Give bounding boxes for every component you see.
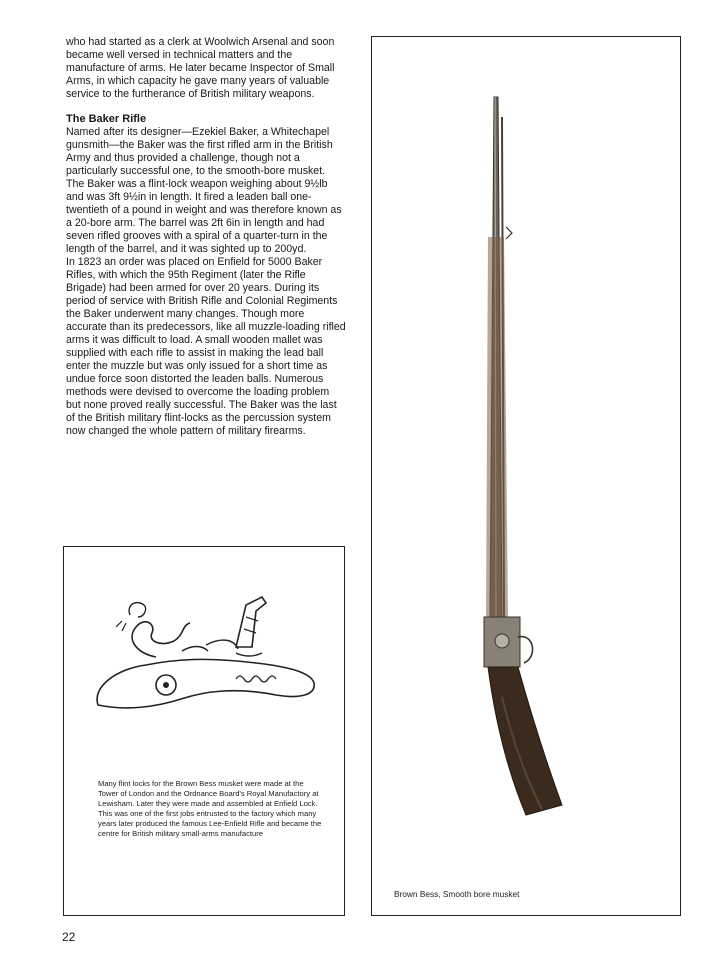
page-number: 22	[62, 930, 76, 944]
intro-paragraph: who had started as a clerk at Woolwich Arsenal and soon became well versed in technical matters and the manufacture of arms. He later became Inspector of Small Arms, in which capacity he gave many years of valuable service to the furtherance of British military weapons.	[66, 36, 335, 100]
body-paragraph-2: In 1823 an order was placed on Enfield for 5000 Baker Rifles, with which the 95th Regiment (later the Rifle Brigade) had been armed for over 20 years. During its period of service with British Rifle and Colonial Regiments the Baker underwent many changes. Though more accurate than its predecessors, like all muzzle-loading rifled arms it was difficult to load. A small wooden mallet was supplied with each rifle to assist in making the lead ball enter the muzzle but was only issued for a short time as undue force soon distorted the leaden balls. Numerous methods were devised to overcome the loading problem but none proved really successful. The Baker was the last of the British military flint-locks as the percussion system now changed the whole pattern of military firearms.	[66, 256, 346, 437]
flintlock-caption: Many flint locks for the Brown Bess musket were made at the Tower of London and the Ordnance Board's Royal Manufactory at Lewisham. Later they were made and assembled at Enfield Lock. This was one of the first jobs entrusted to the factory which many years later produced the famous Lee-Enfield Rifle and became the centre for British military small-arms manufacture	[98, 779, 322, 839]
body-paragraph-1: Named after its designer—Ezekiel Baker, a Whitechapel gunsmith—the Baker was the first rifled arm in the British Army and thus provided a challenge, though not a particularly successful one, to the smooth-bore musket. The Baker was a flint-lock weapon weighing about 9½lb and was 3ft 9½in in length. It fired a leaden ball one-twentieth of a pound in weight and was therefore known as a 20-bore arm. The barrel was 2ft 6in in length and had seven rifled grooves with a spiral of a quarter-turn in the length of the barrel, and it was sighted up to 200yd.	[66, 126, 342, 255]
musket-caption: Brown Bess, Smooth bore musket	[394, 889, 520, 899]
brown-bess-musket-photo	[462, 57, 582, 817]
flintlock-illustration	[86, 587, 326, 717]
flintlock-figure	[63, 546, 345, 916]
section-heading: The Baker Rifle	[66, 113, 147, 125]
text-column	[66, 36, 346, 438]
musket-figure	[371, 36, 681, 916]
